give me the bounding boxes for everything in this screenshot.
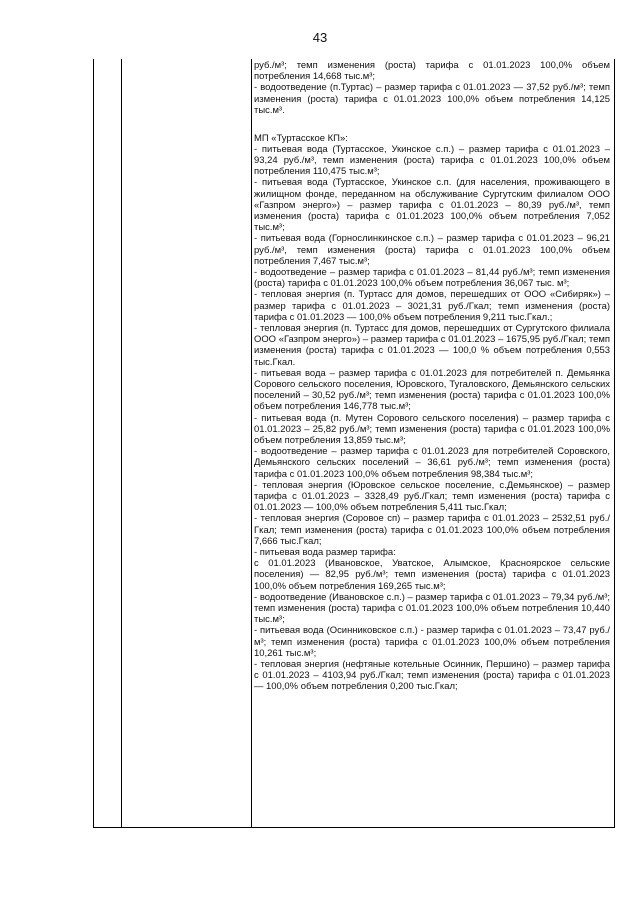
- organization-heading: МП «Туртасское КП»:: [254, 132, 348, 144]
- tariff-paragraph: - тепловая энергия (п. Туртасс для домов, перешедших от Сургутского филиала ООО «Газпром энерго») – размер тарифа с 01.01.2023 – 1675,95 руб./Гкал; темп изменения (роста) тарифа с 01.01.2023 — 100,0 % объем потребления 0,553 тыс.Гкал.: [254, 322, 610, 368]
- tariff-paragraph: - водоотведение (Ивановское с.п.) – размер тарифа с 01.01.2023 – 79,34 руб./м³; темп изменения (роста) тарифа с 01.01.2023 100,0% объем потребления 10,440 тыс.м³;: [254, 591, 610, 626]
- table-column-divider: [121, 59, 122, 827]
- tariff-paragraph: с 01.01.2023 (Ивановское, Уватское, Алымское, Красноярское сельские поселения) — 82,95 руб./м³; темп изменения (роста) тарифа с 01.01.2023 100,0% объем потребления 169,265 тыс.м³;: [254, 558, 610, 592]
- spacer: [254, 116, 610, 133]
- tariff-paragraph: - водоотведение (п.Туртас) – размер тарифа с 01.01.2023 — 37,52 руб./м³; темп изменения (роста) тарифа с 01.01.2023 100,0% объем потребления 14,125 тыс.м³.: [254, 82, 610, 116]
- tariff-paragraph: - питьевая вода размер тарифа:: [254, 547, 396, 559]
- tariff-paragraph: - тепловая энергия (нефтяные котельные Осинник, Першино) – размер тарифа с 01.01.2023 – 4103,94 руб./Гкал; темп изменения (роста) тарифа с 01.01.2023 — 100,0% объем потребления 0,200 тыс.Гкал;: [254, 659, 610, 693]
- tariff-paragraph: - питьевая вода (п. Мутен Сорового сельского поселения) – размер тарифа с 01.01.2023 – 25,82 руб./м³; темп изменения (роста) тарифа с 01.01.2023 100,0% объем потребления 13,859 тыс.м³;: [254, 412, 610, 446]
- document-table: [93, 59, 615, 828]
- tariff-paragraph: - водоотведение – размер тарифа с 01.01.2023 – 81,44 руб./м³; темп изменения (роста) тарифа с 01.01.2023 100,0% объем потребления 36,067 тыс. м³;: [254, 266, 610, 290]
- tariff-paragraph: - питьевая вода – размер тарифа с 01.01.2023 для потребителей п. Демьянка Сорового сельского поселения, Юровского, Тугаловского, Демьянского сельских поселений – 30,52 руб./м³; темп изменения (роста) тарифа с 01.01.2023 100,0% объем потребления 146,778 тыс.м³;: [254, 367, 610, 413]
- page-number: 43: [312, 30, 328, 45]
- tariff-paragraph: - питьевая вода (Осинниковское с.п.) - размер тарифа с 01.01.2023 – 73,47 руб./м³; темп изменения (роста) тарифа с 01.01.2023 100,0% объем потребления 10,261 тыс.м³;: [254, 625, 610, 659]
- table-column-divider: [251, 59, 252, 827]
- tariff-paragraph: - тепловая энергия (Соровое сп) – размер тарифа с 01.01.2023 – 2532,51 руб./Гкал; темп изменения (роста) тарифа с 01.01.2023 100,0% объем потребления 7,666 тыс.Гкал;: [254, 513, 610, 547]
- continuation-paragraph: руб./м³; темп изменения (роста) тарифа с 01.01.2023 100,0% объем потребления 14,668 тыс.м³;: [254, 60, 610, 83]
- tariff-paragraph: - питьевая вода (Туртасское, Укинское с.п.) – размер тарифа с 01.01.2023 – 93,24 руб./м³, темп изменения (роста) тарифа с 01.01.2023 100,0% объем потребления 110,475 тыс.м³;: [254, 143, 610, 178]
- tariff-paragraph: - водоотведение – размер тарифа с 01.01.2023 для потребителей Соровского, Демьянского сельских поселений – 36,61 руб./м³; темп изменения (роста) тарифа с 01.01.2023 100,0% объем потребления 98,384 тыс.м³;: [254, 446, 610, 480]
- tariff-paragraph: - тепловая энергия (п. Туртасс для домов, перешедших от ООО «Сибиряк») – размер тарифа с 01.01.2023 – 3021,31 руб./Гкал; темп изменения (роста) тарифа с 01.01.2023 — 100,0% объем потребления 9,211 тыс.Гкал.;: [254, 289, 610, 323]
- tariff-paragraph: - питьевая вода (Туртасское, Укинское с.п. (для населения, проживающего в жилищном фонде, переданном на обслуживание Сургутским филиалом ООО «Газпром энерго») – размер тарифа с 01.01.2023 – 80,39 руб./м³, темп изменения (роста) тарифа с 01.01.2023 100,0% объем потребления 7,052 тыс.м³;: [254, 177, 610, 234]
- tariff-paragraph: - тепловая энергия (Юровское сельское поселение, с.Демьянское) – размер тарифа с 01.01.2023 – 3328,49 руб./Гкал; темп изменения (роста) тарифа с 01.01.2023 — 100,0% объем потребления 5,411 тыс.Гкал;: [254, 479, 610, 514]
- tariff-paragraph: - питьевая вода (Горнослинкинское с.п.) – размер тарифа с 01.01.2023 – 96,21 руб./м³, темп изменения (роста) тарифа с 01.01.2023 100,0% объем потребления 7,467 тыс.м³;: [254, 233, 610, 267]
- tariff-text-cell: [254, 60, 610, 693]
